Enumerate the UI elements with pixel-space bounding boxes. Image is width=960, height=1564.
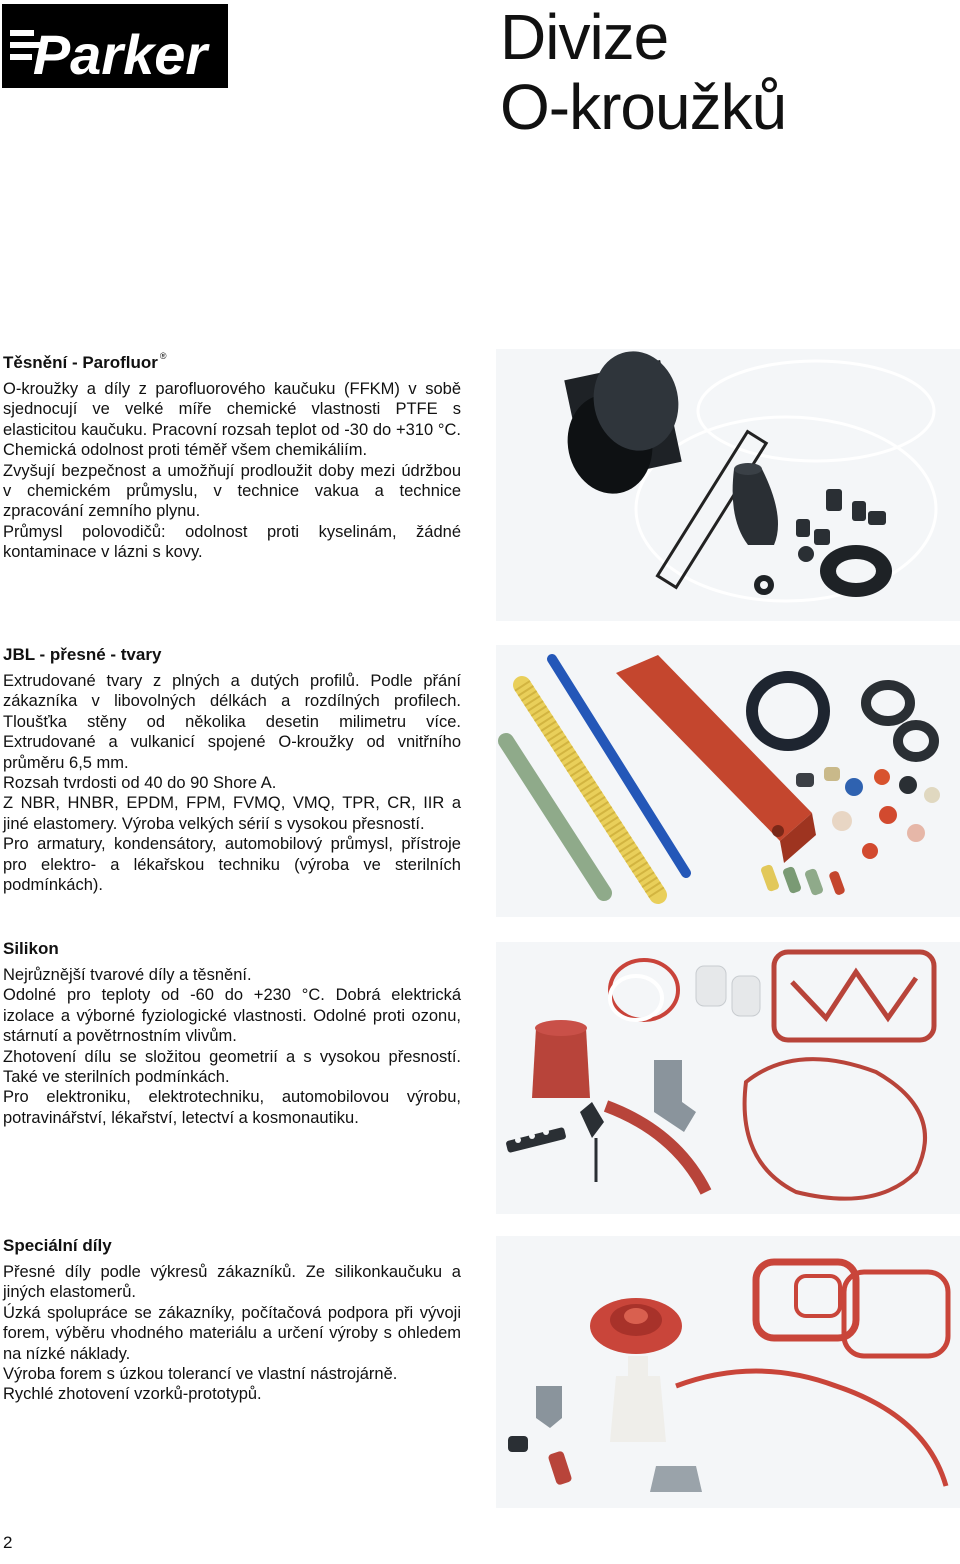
paragraph: Nejrůznější tvarové díly a těsnění. <box>3 966 252 984</box>
paragraph: Rychlé zhotovení vzorků-prototypů. <box>3 1385 262 1404</box>
title-line-1: Divize <box>500 1 669 73</box>
paragraph: Z NBR, HNBR, EPDM, FPM, FVMQ, VMQ, TPR, CR, IIR a jiné elastomery. Výroba velkých sérií s vysokou přesností. <box>3 794 461 833</box>
paragraph: Odolné pro teploty od -60 do +230 °C. Dobrá elektrická izolace a výborné fyziologické vlastnosti. Odolné proti ozonu, stárnutí a povětrnostním vlivům. <box>3 986 461 1046</box>
registered-mark: ® <box>159 351 167 361</box>
section-heading: JBL - přesné - tvary <box>3 645 162 664</box>
page-title <box>500 2 940 142</box>
section-heading: Speciální díly <box>3 1236 112 1255</box>
section-silikon <box>3 939 461 1128</box>
photo-silicone-parts <box>496 942 960 1214</box>
page-number: 2 <box>3 1533 13 1552</box>
photo-special-parts <box>496 1236 960 1508</box>
paragraph: Pro armatury, kondensátory, automobilový průmysl, přístroje pro elektro- a lékařskou techniku (výroba ve sterilních podmínkách). <box>3 835 461 895</box>
paragraph: Extrudované tvary z plných a dutých profilů. Podle přání zákazníka v libovolných délkách a rozdílných profilech. Tloušťka stěny od několika desetin milimetru více. Extrudované a vulkanicí spojené O-kroužky od vnitřního průměru 6,5 mm. <box>3 672 461 772</box>
parker-logo-graphic <box>2 4 228 88</box>
paragraph: O-kroužky a díly z parofluorového kaučuku (FFKM) v sobě sjednocují ve velké míře chemické vlastnosti PTFE s elasticitou kaučuku. Pracovní rozsah teplot od -30 do +310 °C. Chemická odolnost proti téměř všem chemikáliím. <box>3 380 461 460</box>
section-special-parts <box>3 1236 461 1405</box>
paragraph: Rozsah tvrdosti od 40 do 90 Shore A. <box>3 774 277 793</box>
paragraph: Zhotovení dílu se složitou geometrií a s vysokou přesností. Také ve sterilních podmínkách. <box>3 1047 461 1087</box>
paragraph: Průmysl polovodičů: odolnost proti kyselinám, žádné kontaminace v lázni s kovy. <box>3 522 461 562</box>
paragraph: Výroba forem s úzkou tolerancí ve vlastní nástrojárně. <box>3 1365 398 1384</box>
paragraph: Pro elektroniku, elektrotechniku, automobilovou výrobu, potravinářství, lékařství, letectví a kosmonautiku. <box>3 1088 461 1127</box>
paragraph: Přesné díly podle výkresů zákazníků. Ze silikonkaučuku a jiných elastomerů. <box>3 1263 461 1302</box>
section-jbl <box>3 645 461 895</box>
paragraph: Úzká spolupráce se zákazníky, počítačová podpora při vývoji forem, výběru vhodného materiálu a určení výroby s ohledem na nízké náklady. <box>3 1303 461 1363</box>
section-parofluor <box>3 346 461 563</box>
title-line-2: O-kroužků <box>500 71 787 143</box>
photo-parofluor-parts <box>496 349 960 621</box>
paragraph: Zvyšují bezpečnost a umožňují prodloužit doby mezi údržbou v chemickém průmyslu, v technice vakua a technice zpracování zemního plynu. <box>3 461 461 521</box>
section-heading: Silikon <box>3 939 59 958</box>
logo-wordmark: Parker <box>32 23 208 86</box>
parker-logo <box>2 4 228 88</box>
section-heading: Těsnění - Parofluor ® <box>3 351 167 372</box>
photo-jbl-profiles <box>496 645 960 917</box>
